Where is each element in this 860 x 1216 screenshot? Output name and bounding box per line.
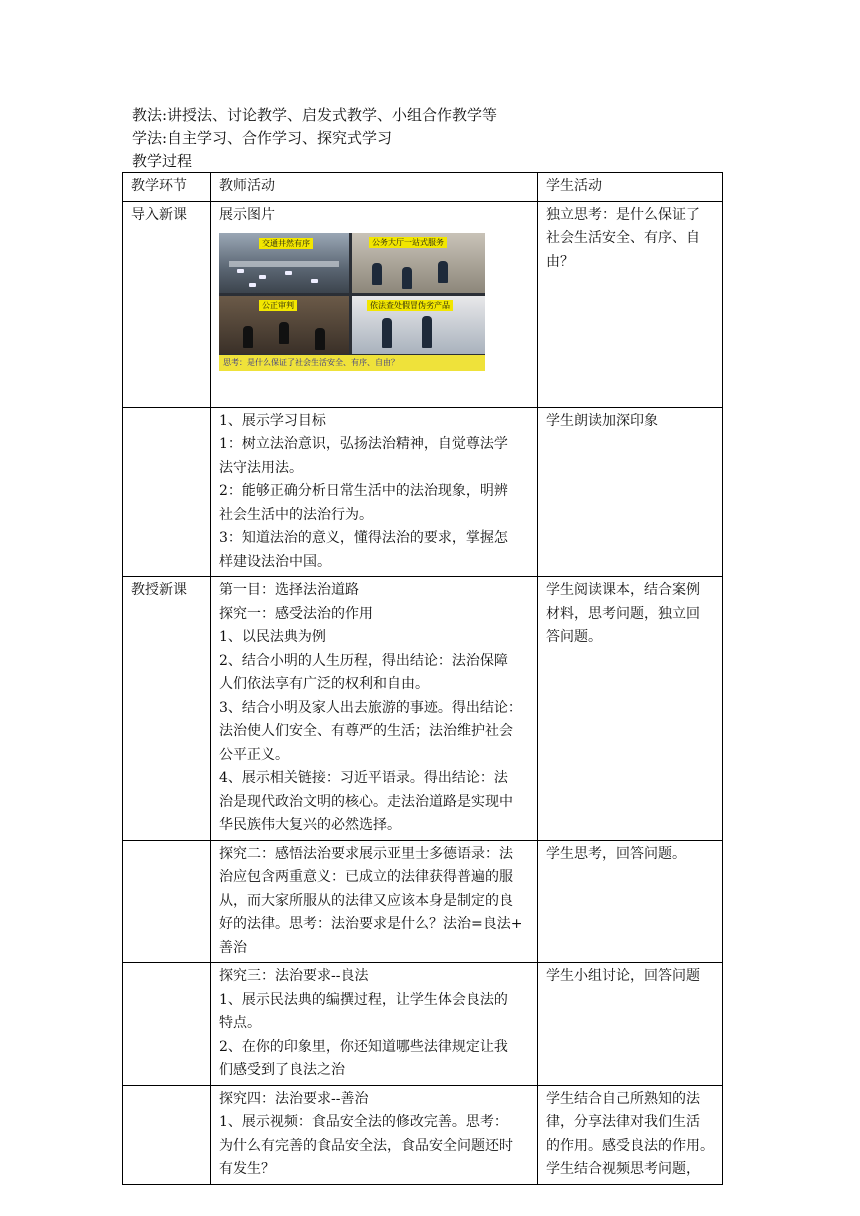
lesson-process-table (122, 172, 723, 1185)
teaching-methods: 教法:讲授法、讨论教学、启发式教学、小组合作教学等 (132, 106, 498, 124)
photo-question-bar (219, 355, 485, 371)
table-row (123, 840, 723, 963)
header-teacher: 教师活动 (211, 173, 538, 202)
student-cell: 学生小组讨论，回答问题 (538, 963, 723, 1086)
stage-cell (123, 1085, 211, 1184)
teacher-cell: 探究四：法治要求--善治 1、展示视频：食品安全法的修改完善。思考： 为什么有完善的食品安全法，食品安全问题还时 有发生？ (211, 1085, 538, 1184)
teacher-cell: 探究二：感悟法治要求展示亚里士多德语录：法 治应包含两重意义：已成立的法律获得普遍的服 从，而大家所服从的法律又应该本身是制定的良 好的法律。思考：法治要求是什么？法治=良法+ 善治 (211, 840, 538, 963)
table-row (123, 577, 723, 841)
header-stage: 教学环节 (123, 173, 211, 202)
stage-cell: 导入新课 (123, 201, 211, 407)
learning-methods: 学法:自主学习、合作学习、探究式学习 (132, 129, 393, 147)
teacher-cell (211, 201, 538, 407)
student-cell: 独立思考：是什么保证了 社会生活安全、有序、自 由？ (538, 201, 723, 407)
caption-traffic: 交通井然有序 (259, 238, 313, 249)
photo-question-text: 思考：是什么保证了社会生活安全、有序、自由？ (223, 358, 399, 367)
table-row (123, 963, 723, 1086)
stage-cell: 教授新课 (123, 577, 211, 841)
teacher-cell: 1、展示学习目标 1：树立法治意识，弘扬法治精神，自觉尊法学 法守法用法。 2：能够正确分析日常生活中的法治现象，明辨 社会生活中的法治行为。 3：知道法治的意义，懂得法治的要求，掌握怎 样建设法治中国。 (211, 407, 538, 577)
stage-cell (123, 840, 211, 963)
student-cell: 学生思考，回答问题。 (538, 840, 723, 963)
process-title: 教学过程 (132, 152, 193, 170)
header-student: 学生活动 (538, 173, 723, 202)
lesson-photo-collage (219, 233, 485, 371)
teacher-line: 展示图片 (219, 206, 275, 223)
table-row (123, 407, 723, 577)
caption-inspection: 依法查处假冒伪劣产品 (367, 300, 453, 311)
teacher-cell: 第一目：选择法治道路 探究一：感受法治的作用 1、以民法典为例 2、结合小明的人生历程，得出结论：法治保障 人们依法享有广泛的权利和自由。 3、结合小明及家人出去旅游的事迹。得出结论： 法治使人们安全、有尊严的生活；法治维护社会 公平正义。 4、展示相关链接：习近平语录。得出结论：法 治是现代政治文明的核心。走法治道路是实现中 华民族伟大复兴的必然选择。 (211, 577, 538, 841)
caption-service: 公务大厅一站式服务 (369, 237, 447, 248)
table-row (123, 201, 723, 407)
stage-cell (123, 407, 211, 577)
table-header-row (123, 173, 723, 202)
student-cell: 学生阅读课本，结合案例 材料，思考问题，独立回 答问题。 (538, 577, 723, 841)
stage-cell (123, 963, 211, 1086)
caption-court: 公正审判 (259, 300, 297, 311)
student-cell: 学生朗读加深印象 (538, 407, 723, 577)
student-cell: 学生结合自己所熟知的法 律，分享法律对我们生活 的作用。感受良法的作用。 学生结合视频思考问题， (538, 1085, 723, 1184)
table-row (123, 1085, 723, 1184)
teacher-cell: 探究三：法治要求--良法 1、展示民法典的编撰过程，让学生体会良法的 特点。 2、在你的印象里，你还知道哪些法律规定让我 们感受到了良法之治 (211, 963, 538, 1086)
